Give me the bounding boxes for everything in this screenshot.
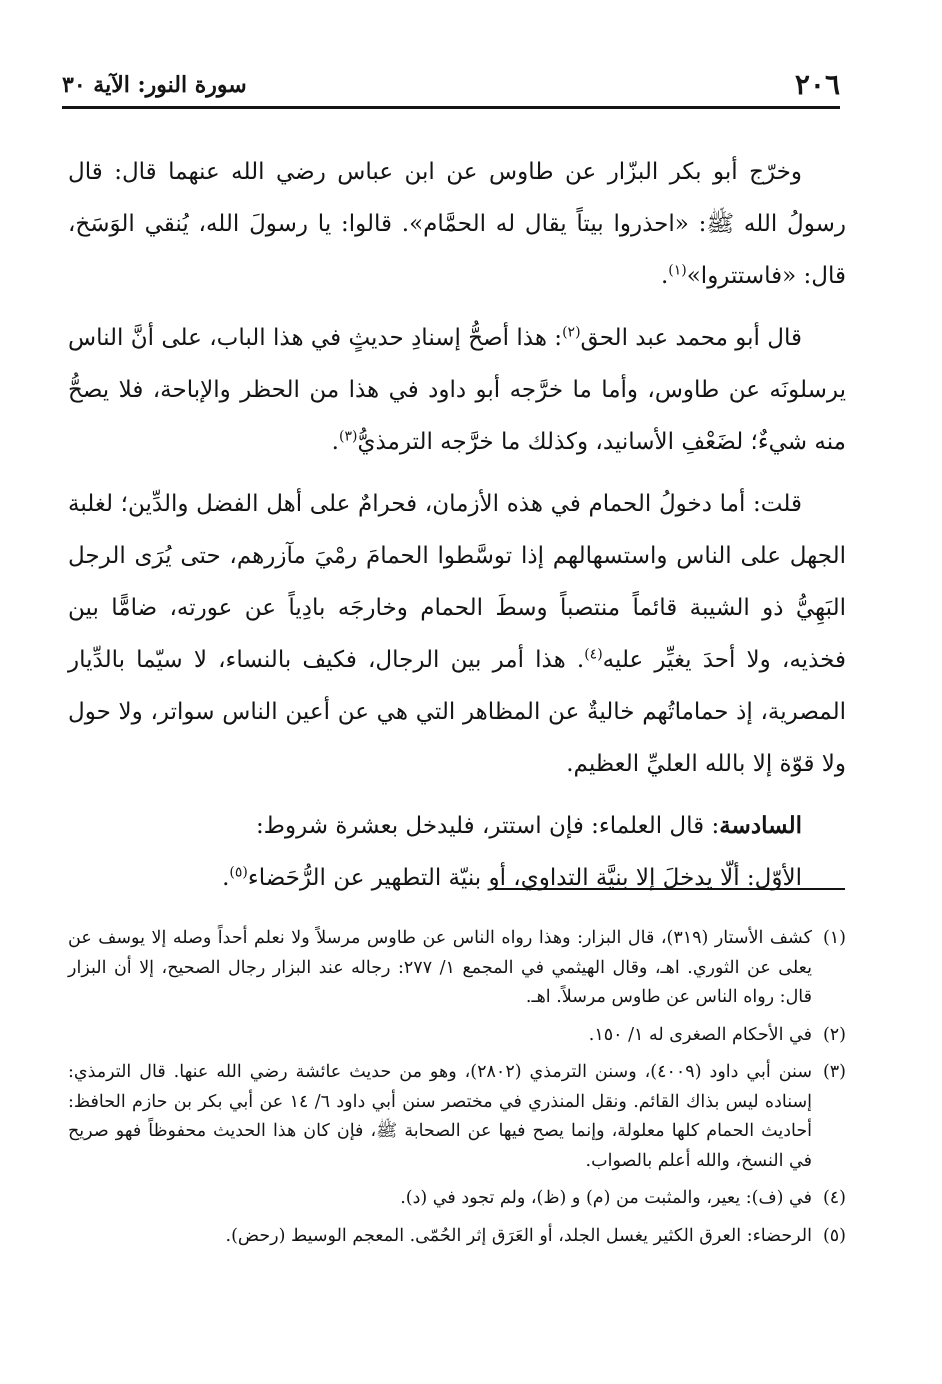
footnote-ref-2: (٢) — [562, 324, 581, 341]
page-header — [62, 64, 840, 109]
footnote-number: (٥) — [822, 1225, 846, 1246]
paragraph-2-end: . — [331, 429, 339, 455]
paragraph-5 — [68, 852, 846, 904]
footnote-separator — [495, 888, 845, 890]
paragraph-4 — [68, 800, 846, 852]
footnote — [68, 1222, 846, 1252]
footnote-text: الرحضاء: العرق الكثير يغسل الجلد، أو العَرَق إثر الحُمّى. المعجم الوسيط (رحض). — [225, 1225, 812, 1246]
footnote-ref-3: (٣) — [338, 428, 358, 445]
footnote-ref-1: (١) — [668, 262, 687, 279]
footnote-text: في الأحكام الصغرى له ١/ ١٥٠. — [588, 1024, 812, 1045]
footnotes — [68, 924, 846, 1259]
footnote-ref-4: (٤) — [584, 646, 603, 663]
paragraph-5-text: الأوّل: ألّا يدخلَ إلا بنيَّة التداوي، أو بنيّة التطهير عن الرُّحَضاء — [247, 865, 802, 891]
footnote-number: (١) — [822, 928, 846, 948]
footnote-number: (٤) — [822, 1188, 846, 1208]
running-head: سورة النور: الآية ٣٠ — [62, 72, 247, 98]
footnote-number: (٢) — [822, 1024, 846, 1045]
footnote — [68, 1058, 846, 1176]
paragraph-2 — [68, 312, 846, 468]
footnote-text: سنن أبي داود (٤٠٠٩)، وسنن الترمذي (٢٨٠٢)، وهو من حديث عائشة رضي الله عنها. قال الترمذي: إسناده ليس بذاك القائم. ونقل المنذري في مختصر سنن أبي داود ٦/ ١٤ عن أبي بكر بن حازم الحافظ: أحاديث الحمام كلها معلولة، وإنما يصح فيها عن الصحابة ﷺ، فإن كان هذا الحديث محفوظاً فهو صريح في النسخ، والله أعلم بالصواب. — [68, 1062, 812, 1171]
footnote-text: كشف الأستار (٣١٩)، قال البزار: وهذا رواه الناس عن طاوس مرسلاً ولا نعلم أحداً وصله إلا يوسف عن يعلى عن الثوري. اهـ، وقال الهيثمي في المجمع ١/ ٢٧٧: رجاله عند البزار رجال الصحيح، إلا أن البزار قال: رواه الناس عن طاوس مرسلاً. اهـ. — [68, 928, 812, 1007]
paragraph-3-text-a: قلت: أما دخولُ الحمام في هذه الأزمان، فحرامٌ على أهل الفضل والدِّين؛ لغلبة الجهل على الناس واستسهالهم إذا توسَّطوا الحمامَ رمْيَ مآزرهم، حتى يُرَى الرجل البَهِيُّ ذو الشيبة قائماً منتصباً وسطَ الحمام وخارجَه بادِياً عن عورته، ضامًّا بين فخذيه، ولا أحدَ يغيِّر عليه — [68, 491, 846, 673]
paragraph-2-text-a: قال أبو محمد عبد الحق — [580, 325, 802, 351]
page-number: ٢٠٦ — [794, 68, 840, 101]
paragraph-3 — [68, 478, 846, 790]
paragraph-3-text-b: . هذا أمر بين الرجال، فكيف بالنساء، لا سيّما بالدِّيار المصرية، إذ حماماتُهم خاليةٌ عن المظاهر التي هي عن أعين الناس سواتر، ولا حول ولا قوّة إلا بالله العليِّ العظيم. — [68, 647, 846, 777]
footnote — [68, 924, 846, 1013]
footnote-ref-5: (٥) — [229, 864, 248, 881]
footnote — [68, 1184, 846, 1214]
footnote-text: في (ف): يعير، والمثبت من (م) و (ظ)، ولم تجود في (د). — [400, 1188, 812, 1208]
footnote-number: (٣) — [822, 1062, 846, 1082]
paragraph-1-text: وخرّج أبو بكر البزّار عن طاوس عن ابن عباس رضي الله عنهما قال: قال رسولُ الله ﷺ: «احذروا بيتاً يقال له الحمَّام». قالوا: يا رسولَ الله، يُنقي الوَسَخ، قال: «فاستتروا» — [68, 159, 846, 289]
paragraph-5-end: . — [222, 865, 230, 891]
paragraph-4-text: : قال العلماء: فإن استتر، فليدخل بعشرة شروط: — [255, 813, 720, 839]
footnote — [68, 1021, 846, 1051]
paragraph-2-text-b: : هذا أصحُّ إسنادِ حديثٍ في هذا الباب، على أنَّ الناس يرسلونَه عن طاوس، وأما ما خرَّجه أبو داود في هذا من الحظر والإباحة، فلا يصحُّ منه شيءٌ؛ لضَعْفِ الأسانيد، وكذلك ما خرَّجه الترمذيُّ — [68, 325, 846, 455]
main-text — [68, 146, 846, 904]
paragraph-1 — [68, 146, 846, 302]
section-term: السادسة — [719, 812, 802, 839]
paragraph-1-end: . — [660, 263, 669, 289]
